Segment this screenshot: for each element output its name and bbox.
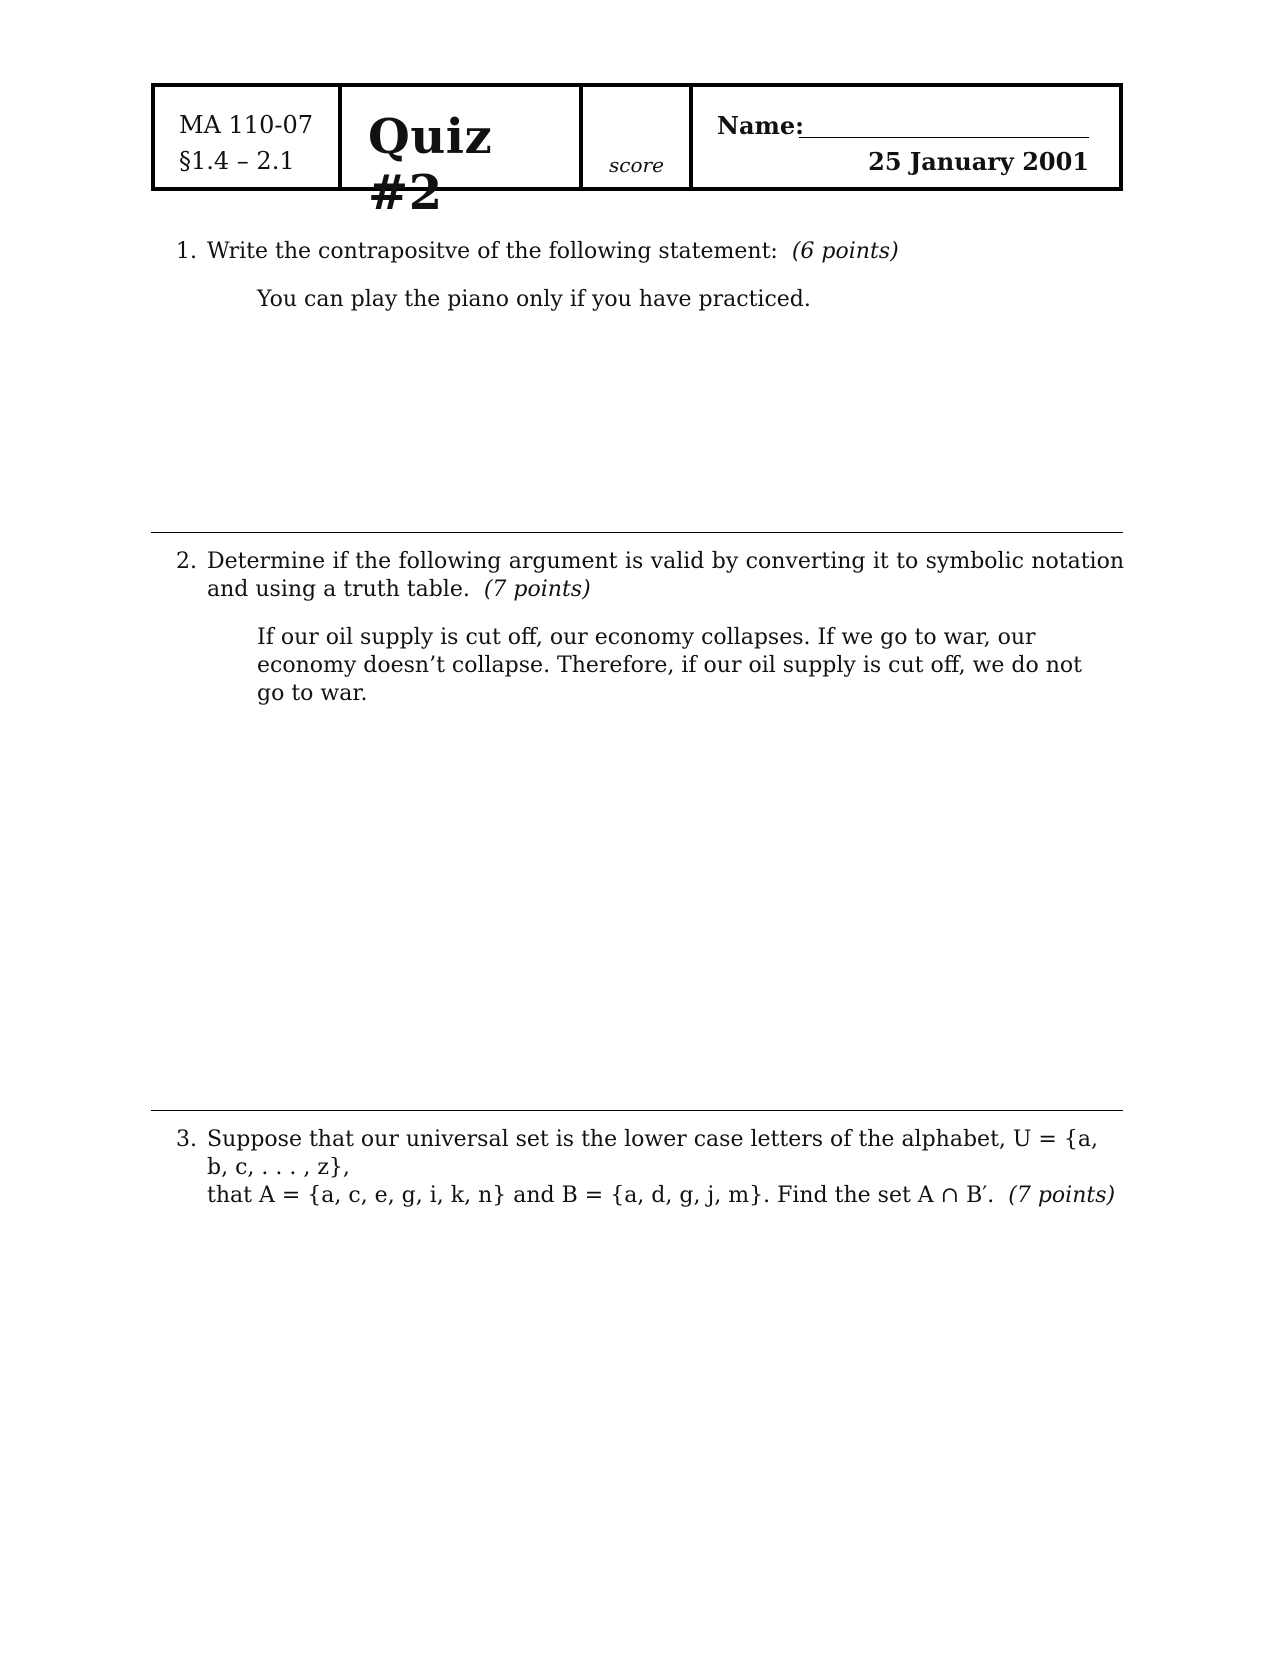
question-text-line1: Suppose that our universal set is the lower case letters of the alphabet, U = {a, b, c, . . . , z}, [207,1127,1098,1180]
question-number: 2. [176,549,197,574]
question-text: Determine if the following argument is valid by converting it to symbolic notation and using a truth table. [207,549,1124,602]
question-3 [176,1126,1124,1210]
question-points: (7 points) [483,577,591,602]
course-cell [155,87,342,187]
course-sections: §1.4 – 2.1 [179,147,295,175]
section-divider [151,1110,1123,1111]
question-number: 3. [176,1127,197,1152]
question-argument: If our oil supply is cut off, our economy collapses. If we go to war, our economy doesn’t collapse. Therefore, if our oil supply is cut off, we do not go to war. [257,625,1082,706]
question-points: (6 points) [791,239,899,264]
question-points: (7 points) [1008,1183,1116,1208]
quiz-title: Quiz #2 [368,109,493,221]
score-cell [583,87,693,187]
course-code: MA 110-07 [179,111,313,139]
quiz-header [151,83,1123,221]
question-1 [176,238,1124,314]
question-prompt [207,238,1124,266]
quiz-date: 25 January 2001 [868,147,1089,176]
name-label: Name: [717,111,805,140]
section-divider [151,532,1123,533]
question-number: 1. [176,239,197,264]
score-label: score [609,153,664,177]
question-text-line2: that A = {a, c, e, g, i, k, n} and B = {a, d, g, j, m}. Find the set A ∩ B′. [207,1183,995,1208]
question-prompt [207,548,1124,604]
question-text: Write the contrapositve of the following statement: [207,239,778,264]
question-prompt [207,1126,1124,1210]
name-cell [693,87,1119,187]
title-cell [342,87,583,221]
question-2 [176,548,1124,708]
name-blank-line [799,137,1089,138]
question-statement: You can play the piano only if you have practiced. [257,287,811,312]
